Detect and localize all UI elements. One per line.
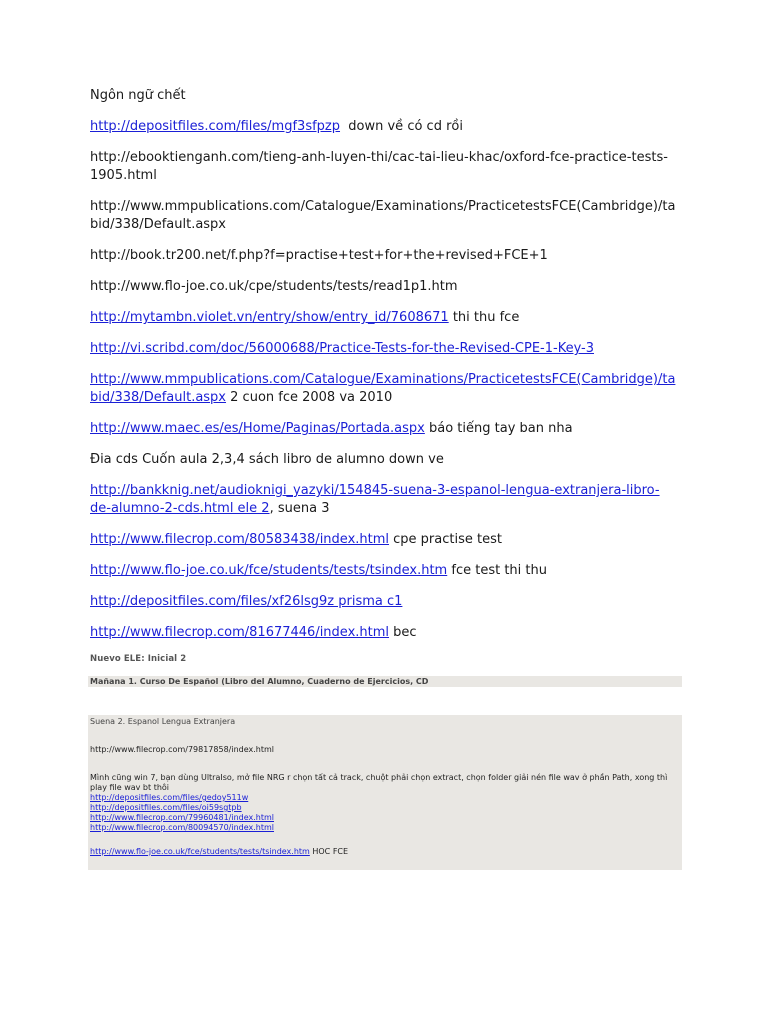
link-filecrop-79960481[interactable]: http://www.filecrop.com/79960481/index.html bbox=[90, 813, 275, 822]
entry-flojoe-cpe bbox=[90, 278, 680, 296]
entry-bankknig bbox=[90, 482, 680, 518]
url-text: http://book.tr200.net/f.php?f=practise+test+for+the+revised+FCE+1 bbox=[90, 248, 548, 263]
link-depositfiles-gedoy511w[interactable]: http://depositfiles.com/files/gedoy511w bbox=[90, 793, 249, 802]
note: thi thu fce bbox=[448, 310, 520, 325]
ele-title: Nuevo ELE: Inicial 2 bbox=[90, 654, 187, 664]
entry-cds-note bbox=[90, 451, 680, 469]
note: báo tiếng tay ban nha bbox=[424, 421, 573, 436]
link-violet[interactable]: http://mytambn.violet.vn/entry/show/entry_id/7608671 bbox=[90, 310, 449, 325]
manana-band: Mañana 1. Curso De Español (Libro del Alumno, Cuaderno de Ejercicios, CD bbox=[88, 676, 682, 687]
link-filecrop-80583438[interactable]: http://www.filecrop.com/80583438/index.html bbox=[90, 532, 390, 547]
hoc-fce-label: HOC FCE bbox=[309, 847, 349, 856]
link-scribd[interactable]: http://vi.scribd.com/doc/56000688/Practice-Tests-for-the-Revised-CPE-1-Key-3 bbox=[90, 341, 594, 356]
link-bankknig[interactable]: http://bankknig.net/audioknigi_yazyki/154845-suena-3-espanol-lengua-extranjera-libro-de-alumno-2-cds.html ele 2 bbox=[90, 483, 660, 516]
entry-ebooktienganh bbox=[90, 149, 680, 185]
entry-filecrop-bec bbox=[90, 624, 680, 642]
link-maec[interactable]: http://www.maec.es/es/Home/Paginas/Portada.aspx bbox=[90, 421, 425, 436]
filecrop-79817858-text: http://www.filecrop.com/79817858/index.html bbox=[90, 745, 275, 754]
note: down về có cd rồi bbox=[340, 119, 463, 134]
entry-book-tr200 bbox=[90, 247, 680, 265]
note: cpe practise test bbox=[389, 532, 502, 547]
link-depositfiles-oi59sgtpb[interactable]: http://depositfiles.com/files/oi59sgtpb bbox=[90, 803, 242, 812]
entry-violet bbox=[90, 309, 680, 327]
link-mmpublications[interactable]: http://www.mmpublications.com/Catalogue/Examinations/PracticetestsFCE(Cambridge)/tabid/338/Default.aspx bbox=[90, 372, 676, 405]
link-flojoe-hoc-fce[interactable]: http://www.flo-joe.co.uk/fce/students/tests/tsindex.htm bbox=[90, 847, 310, 856]
url-text: http://www.flo-joe.co.uk/cpe/students/tests/read1p1.htm bbox=[90, 279, 458, 294]
url-text: http://ebooktienganh.com/tieng-anh-luyen-thi/cac-tai-lieu-khac/oxford-fce-practice-tests-1905.html bbox=[90, 150, 668, 183]
suena-title: Suena 2. Espanol Lengua Extranjera bbox=[90, 717, 236, 726]
text: Ngôn ngữ chết bbox=[90, 88, 186, 103]
entry-flojoe-fce bbox=[90, 562, 680, 580]
entry-depositfiles-1 bbox=[90, 118, 680, 136]
ultraiso-note: Mình cũng win 7, bạn dùng UltraIso, mở file NRG r chọn tất cả track, chuột phải chọn extract, chọn folder giải nén file wav ở phần Path, xong thì play file wav bt thôi bbox=[90, 773, 668, 792]
link-depositfiles[interactable]: http://depositfiles.com/files/mgf3sfpzp bbox=[90, 119, 341, 134]
note: , suena 3 bbox=[269, 501, 330, 516]
link-filecrop-81677446[interactable]: http://www.filecrop.com/81677446/index.html bbox=[90, 625, 390, 640]
text: Đia cds Cuốn aula 2,3,4 sách libro de alumno down ve bbox=[90, 452, 444, 467]
heading-dead-language bbox=[90, 87, 680, 105]
link-filecrop-80094570[interactable]: http://www.filecrop.com/80094570/index.html bbox=[90, 823, 275, 832]
entry-depositfiles-prisma bbox=[90, 593, 680, 611]
link-depositfiles-prisma[interactable]: http://depositfiles.com/files/xf26lsg9z prisma c1 bbox=[90, 594, 403, 609]
entry-filecrop-cpe bbox=[90, 531, 680, 549]
entry-scribd bbox=[90, 340, 680, 358]
embedded-snippet bbox=[88, 715, 682, 870]
document-page bbox=[90, 87, 680, 870]
entry-mmpublications-link bbox=[90, 371, 680, 407]
entry-maec bbox=[90, 420, 680, 438]
note: 2 cuon fce 2008 va 2010 bbox=[226, 390, 393, 405]
entry-mmpublications-plain bbox=[90, 198, 680, 234]
url-text: http://www.mmpublications.com/Catalogue/Examinations/PracticetestsFCE(Cambridge)/tabid/338/Default.aspx bbox=[90, 199, 676, 232]
note: bec bbox=[389, 625, 417, 640]
link-flojoe-fce[interactable]: http://www.flo-joe.co.uk/fce/students/tests/tsindex.htm bbox=[90, 563, 448, 578]
note: fce test thi thu bbox=[447, 563, 547, 578]
